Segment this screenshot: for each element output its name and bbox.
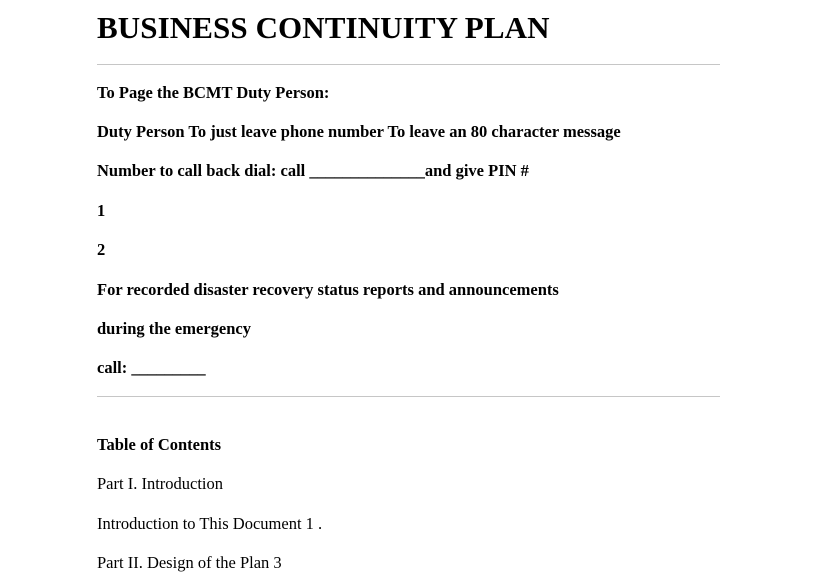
toc-entry: Part I. Introduction bbox=[97, 474, 224, 493]
toc-entry: Part II. Design of the Plan 3 bbox=[97, 553, 282, 572]
call-number-blank: _________ bbox=[131, 358, 206, 377]
list-item-2: 2 bbox=[97, 240, 106, 259]
divider-bottom bbox=[97, 396, 720, 397]
paging-heading: To Page the BCMT Duty Person: bbox=[97, 83, 330, 102]
callback-prefix: Number to call back dial: call bbox=[97, 161, 310, 180]
duty-person-line: Duty Person To just leave phone number To leave an 80 character message bbox=[97, 122, 621, 141]
recorded-reports-line: For recorded disaster recovery status reports and announcements bbox=[97, 280, 559, 299]
document-title: BUSINESS CONTINUITY PLAN bbox=[97, 10, 550, 45]
call-line bbox=[97, 358, 206, 378]
toc-heading: Table of Contents bbox=[97, 435, 222, 454]
call-prefix: call: bbox=[97, 358, 132, 377]
callback-line bbox=[97, 161, 529, 181]
toc-entry: Introduction to This Document 1 . bbox=[97, 514, 323, 533]
divider-top bbox=[97, 64, 720, 65]
callback-suffix: and give PIN # bbox=[424, 161, 529, 180]
during-emergency-line: during the emergency bbox=[97, 319, 251, 338]
list-item-1: 1 bbox=[97, 201, 106, 220]
callback-number-blank: ______________ bbox=[309, 161, 425, 180]
